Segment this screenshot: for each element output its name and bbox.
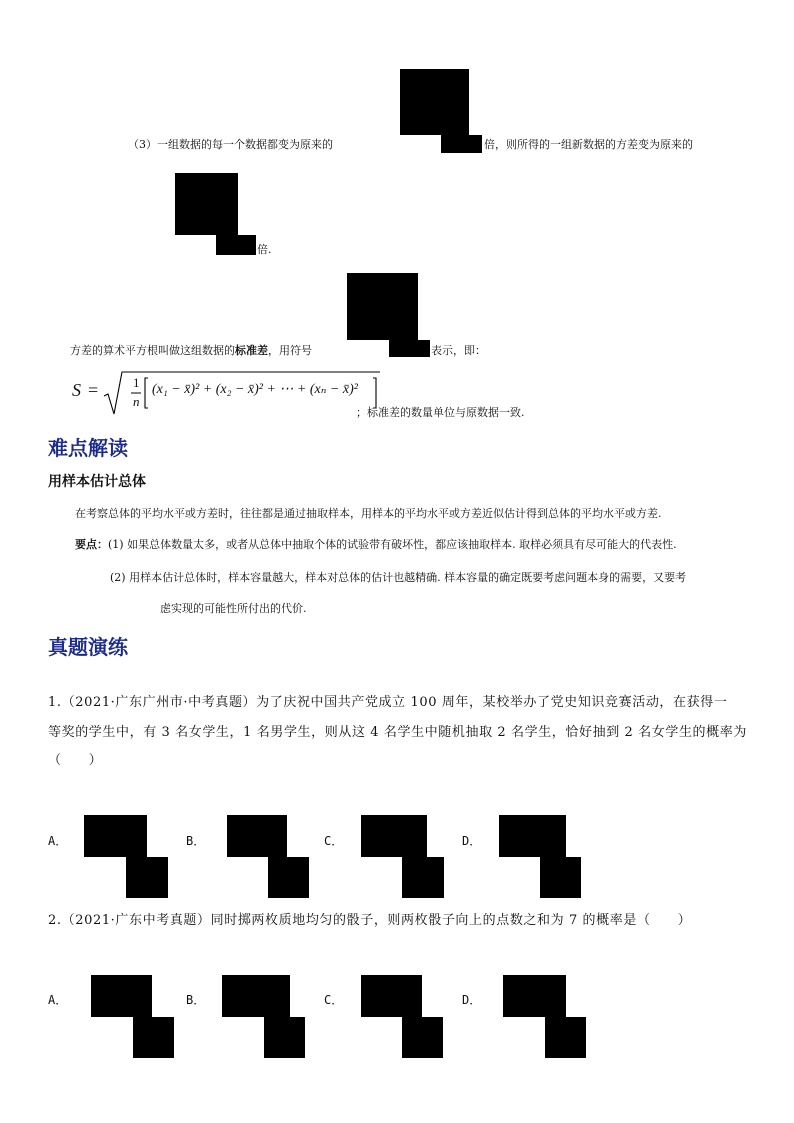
q2-option-b-label[interactable]: B． (186, 993, 206, 1007)
q2-option-b-image (264, 1017, 305, 1058)
q2-option-c-image (402, 1017, 443, 1058)
section-title-exam: 真题演练 (48, 635, 128, 659)
q2-option-d-label[interactable]: D． (462, 993, 482, 1007)
q1-option-b-image (227, 815, 287, 857)
q1-option-b-image (268, 857, 309, 898)
redacted-image (400, 69, 469, 135)
q2-option-a-label[interactable]: A． (48, 993, 68, 1007)
q1-option-a-image (84, 815, 147, 857)
section-title-difficulty: 难点解读 (48, 436, 128, 460)
q2-option-a-image (133, 1017, 174, 1058)
q1-option-d-label[interactable]: D． (462, 834, 482, 848)
stddev-text-1: 方差的算术平方根叫做这组数据的 (70, 344, 235, 357)
formula-eq: = (88, 380, 99, 400)
redacted-image (441, 135, 482, 153)
q2-option-d-image (545, 1017, 586, 1058)
q1-option-d-image (540, 857, 581, 898)
q1-option-d-image (499, 815, 566, 857)
q2-option-c-label[interactable]: C． (324, 993, 344, 1007)
q2-option-c-image (361, 975, 422, 1017)
key-label: 要点： (75, 538, 108, 551)
difficulty-paragraph: 在考察总体的平均水平或方差时，往往都是通过抽取样本，用样本的平均水平或方差近似估计得到总体的平均水平或方差. (75, 507, 662, 520)
q1-option-c-image (361, 815, 427, 857)
key-point-1 (75, 536, 677, 552)
formula-frac-num: 1 (133, 375, 140, 390)
redacted-image (175, 173, 238, 235)
q2-option-a-image (91, 975, 152, 1017)
stddev-term: 标准差 (235, 344, 268, 357)
q1-option-a-label[interactable]: A． (48, 834, 68, 848)
q2-option-d-image (503, 975, 566, 1017)
formula-lhs: S (72, 380, 81, 400)
question-1-line-3: （ ） (48, 753, 103, 768)
redacted-image (216, 235, 256, 255)
question-2: 2.（2021·广东中考真题）同时掷两枚质地均匀的骰子，则两枚骰子向上的点数之和为 7 的概率是（ ） (48, 913, 692, 928)
item3-text-start: （3）一组数据的每一个数据都变为原来的 (128, 138, 333, 151)
formula-frac-den: n (133, 394, 140, 409)
key-point-1-text: (1) 如果总体数量太多，或者从总体中抽取个体的试验带有破坏性，都应该抽取样本. 取样必须具有尽可能大的代表性. (108, 538, 677, 551)
question-1-line-1: 1.（2021·广东广州市·中考真题）为了庆祝中国共产党成立 100 周年，某校举办了党史知识竞赛活动，在获得一 (48, 695, 728, 710)
key-point-2-cont: 虑实现的可能性所付出的代价. (160, 602, 307, 615)
q1-option-c-image (402, 857, 444, 898)
formula-body: (x₁ − x̄)² + (x₂ − x̄)² + ⋯ + (xₙ − x̄)² (152, 382, 358, 397)
q1-option-a-image (126, 857, 168, 898)
formula-note: ；标准差的数量单位与原数据一致. (356, 406, 525, 419)
stddev-definition (70, 342, 312, 358)
q2-option-b-image (222, 975, 290, 1017)
key-point-2: (2) 用样本估计总体时，样本容量越大，样本对总体的估计也越精确. 样本容量的确定既要考虑问题本身的需要，又要考 (110, 571, 687, 584)
question-1-line-2: 等奖的学生中，有 3 名女学生，1 名男学生，则从这 4 名学生中随机抽取 2 名学生，恰好抽到 2 名女学生的概率为 (48, 725, 747, 740)
redacted-image (389, 340, 430, 357)
q1-option-b-label[interactable]: B． (186, 834, 206, 848)
item3-text-end: 倍，则所得的一组新数据的方差变为原来的 (484, 138, 693, 151)
q1-option-c-label[interactable]: C． (324, 834, 344, 848)
redacted-image (347, 273, 418, 340)
subsection-title: 用样本估计总体 (48, 474, 146, 490)
stddev-text-2: ，用符号 (268, 344, 312, 357)
item3-text-tail: 倍. (257, 243, 272, 256)
stddev-text-3: 表示，即： (431, 344, 486, 357)
